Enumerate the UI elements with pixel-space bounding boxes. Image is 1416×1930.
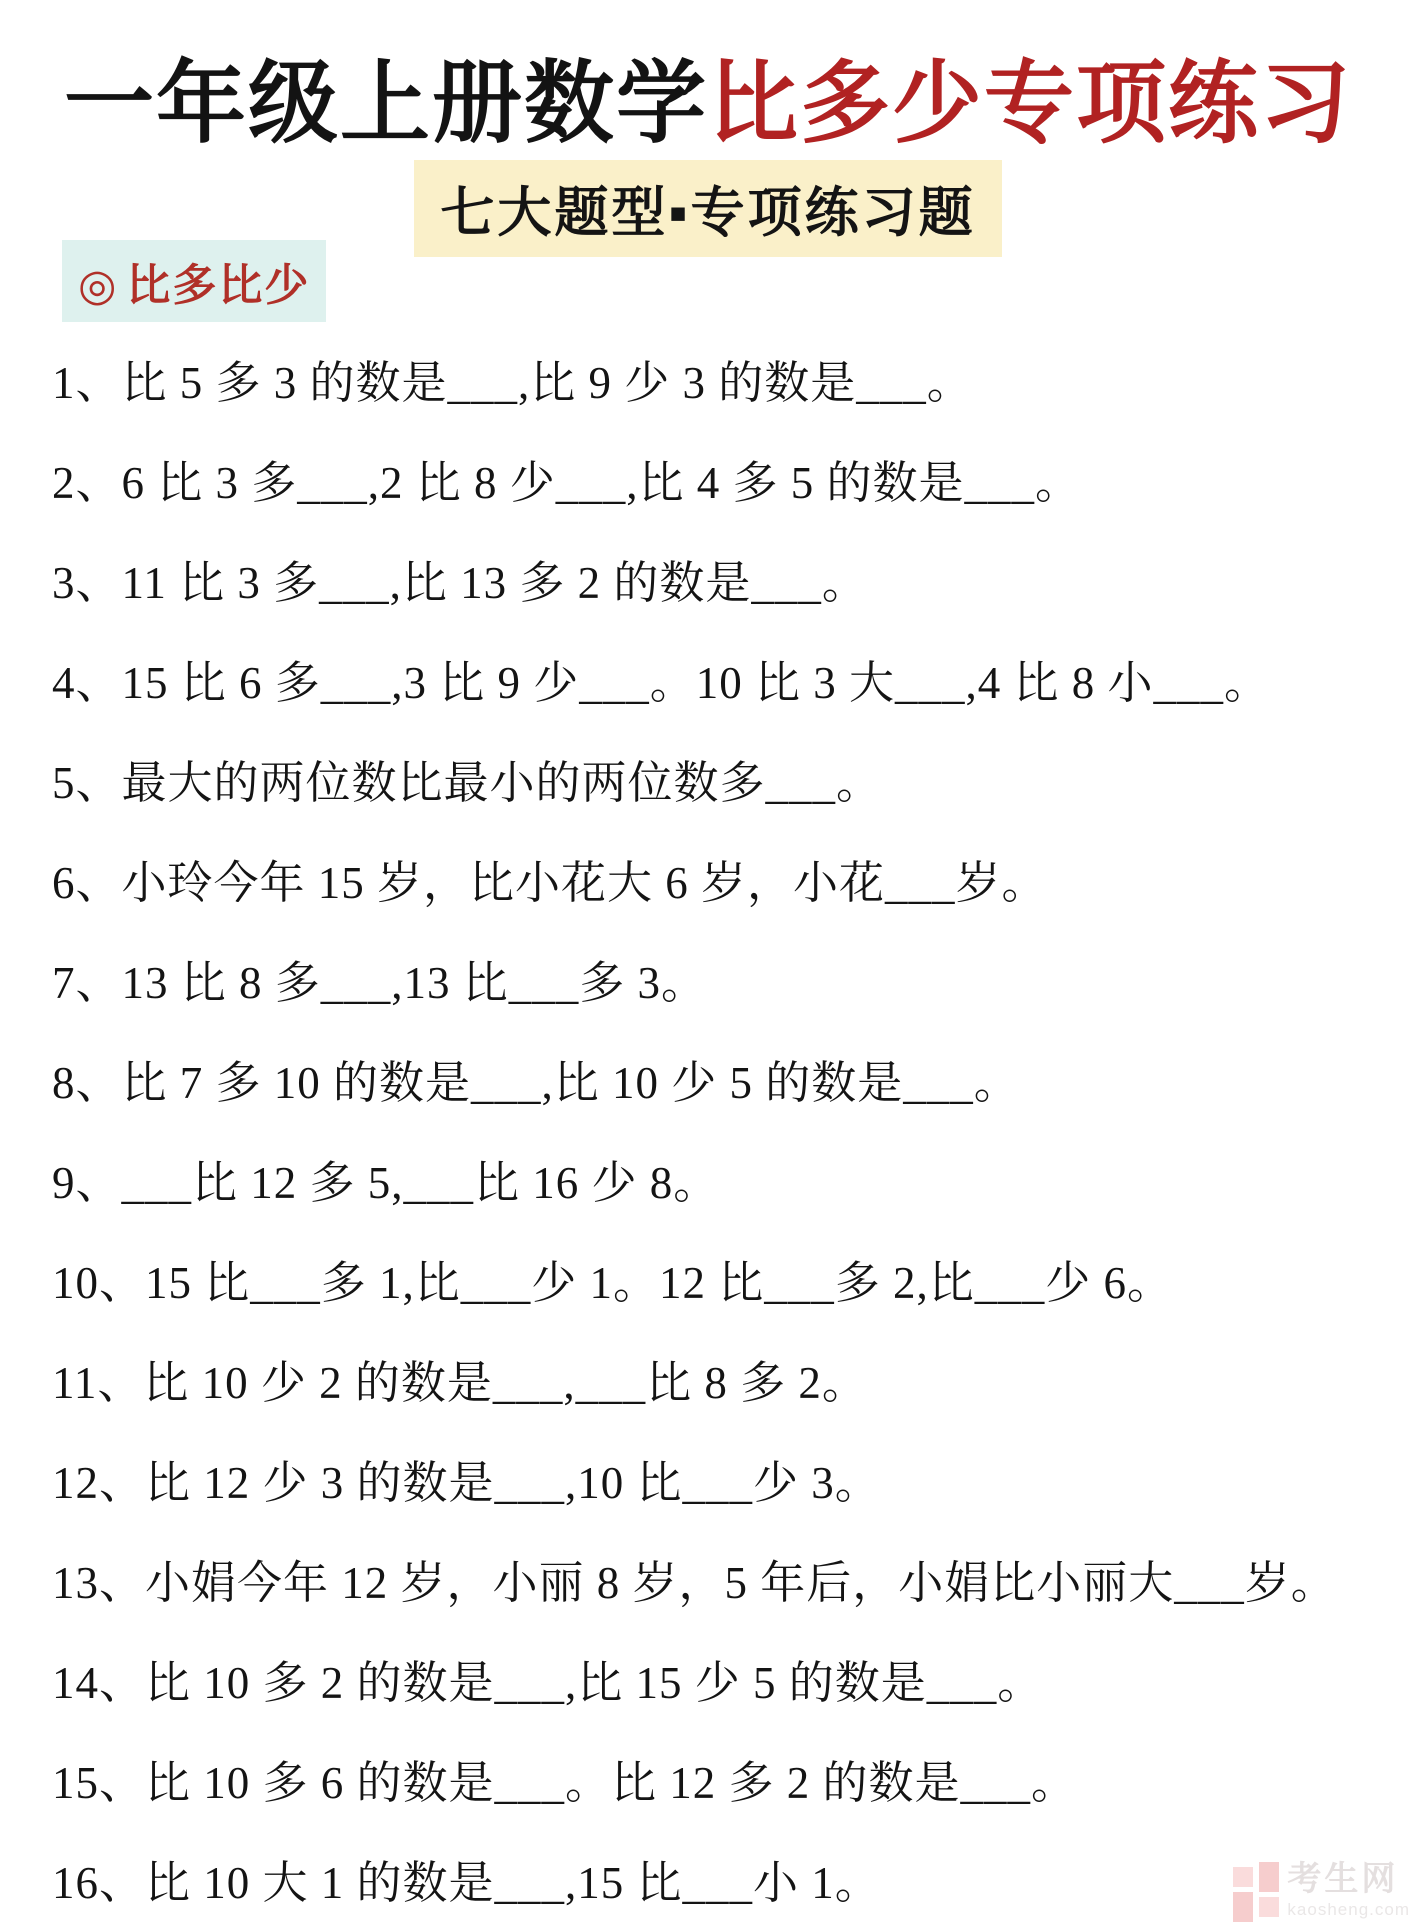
question-row: 15、比 10 多 6 的数是___。比 12 多 2 的数是___。 [52, 1758, 1078, 1808]
logo-square [1233, 1892, 1253, 1922]
question-row: 5、最大的两位数比最小的两位数多___。 [52, 758, 883, 808]
title-black-part: 一年级上册数学 [64, 55, 708, 154]
logo-square [1259, 1862, 1279, 1892]
kaosheng-watermark [1233, 1862, 1410, 1922]
title-red-part: 比多少专项练习 [708, 55, 1352, 154]
question-row: 3、11 比 3 多___,比 13 多 2 的数是___。 [52, 558, 868, 608]
logo-square [1233, 1867, 1253, 1887]
double-circle-icon: ◎ [78, 261, 119, 310]
question-row: 7、13 比 8 多___,13 比___多 3。 [52, 958, 708, 1008]
logo-square [1259, 1897, 1279, 1917]
page-title [0, 30, 1416, 160]
question-row: 12、比 12 少 3 的数是___,10 比___少 3。 [52, 1458, 881, 1508]
subtitle-banner: 七大题型▪专项练习题 [414, 160, 1001, 257]
kaosheng-logo-icon [1233, 1862, 1279, 1922]
question-row: 1、比 5 多 3 的数是___,比 9 少 3 的数是___。 [52, 358, 973, 408]
question-row: 10、15 比___多 1,比___少 1。12 比___多 2,比___少 6。 [52, 1258, 1174, 1308]
section-header [62, 240, 326, 322]
question-row: 2、6 比 3 多___,2 比 8 少___,比 4 多 5 的数是___。 [52, 458, 1082, 508]
question-row: 6、小玲今年 15 岁，比小花大 6 岁，小花___岁。 [52, 858, 1048, 908]
question-row: 11、比 10 少 2 的数是___,___比 8 多 2。 [52, 1358, 868, 1408]
question-row: 8、比 7 多 10 的数是___,比 10 少 5 的数是___。 [52, 1058, 1020, 1108]
watermark-site-name: 考生网 [1287, 1860, 1399, 1898]
question-list [52, 333, 1412, 1930]
question-row: 9、___比 12 多 5,___比 16 少 8。 [52, 1158, 720, 1208]
question-row: 14、比 10 多 2 的数是___,比 15 少 5 的数是___。 [52, 1658, 1044, 1708]
watermark-site-url: kaosheng.com [1287, 1899, 1410, 1919]
question-row: 4、15 比 6 多___,3 比 9 少___。10 比 3 大___,4 比 8 小___。 [52, 658, 1271, 708]
question-row: 16、比 10 大 1 的数是___,15 比___小 1。 [52, 1858, 881, 1908]
section-label: 比多比少 [126, 261, 311, 310]
watermark-text-block [1287, 1862, 1410, 1920]
question-row: 13、小娟今年 12 岁，小丽 8 岁，5 年后，小娟比小丽大___岁。 [52, 1558, 1337, 1608]
